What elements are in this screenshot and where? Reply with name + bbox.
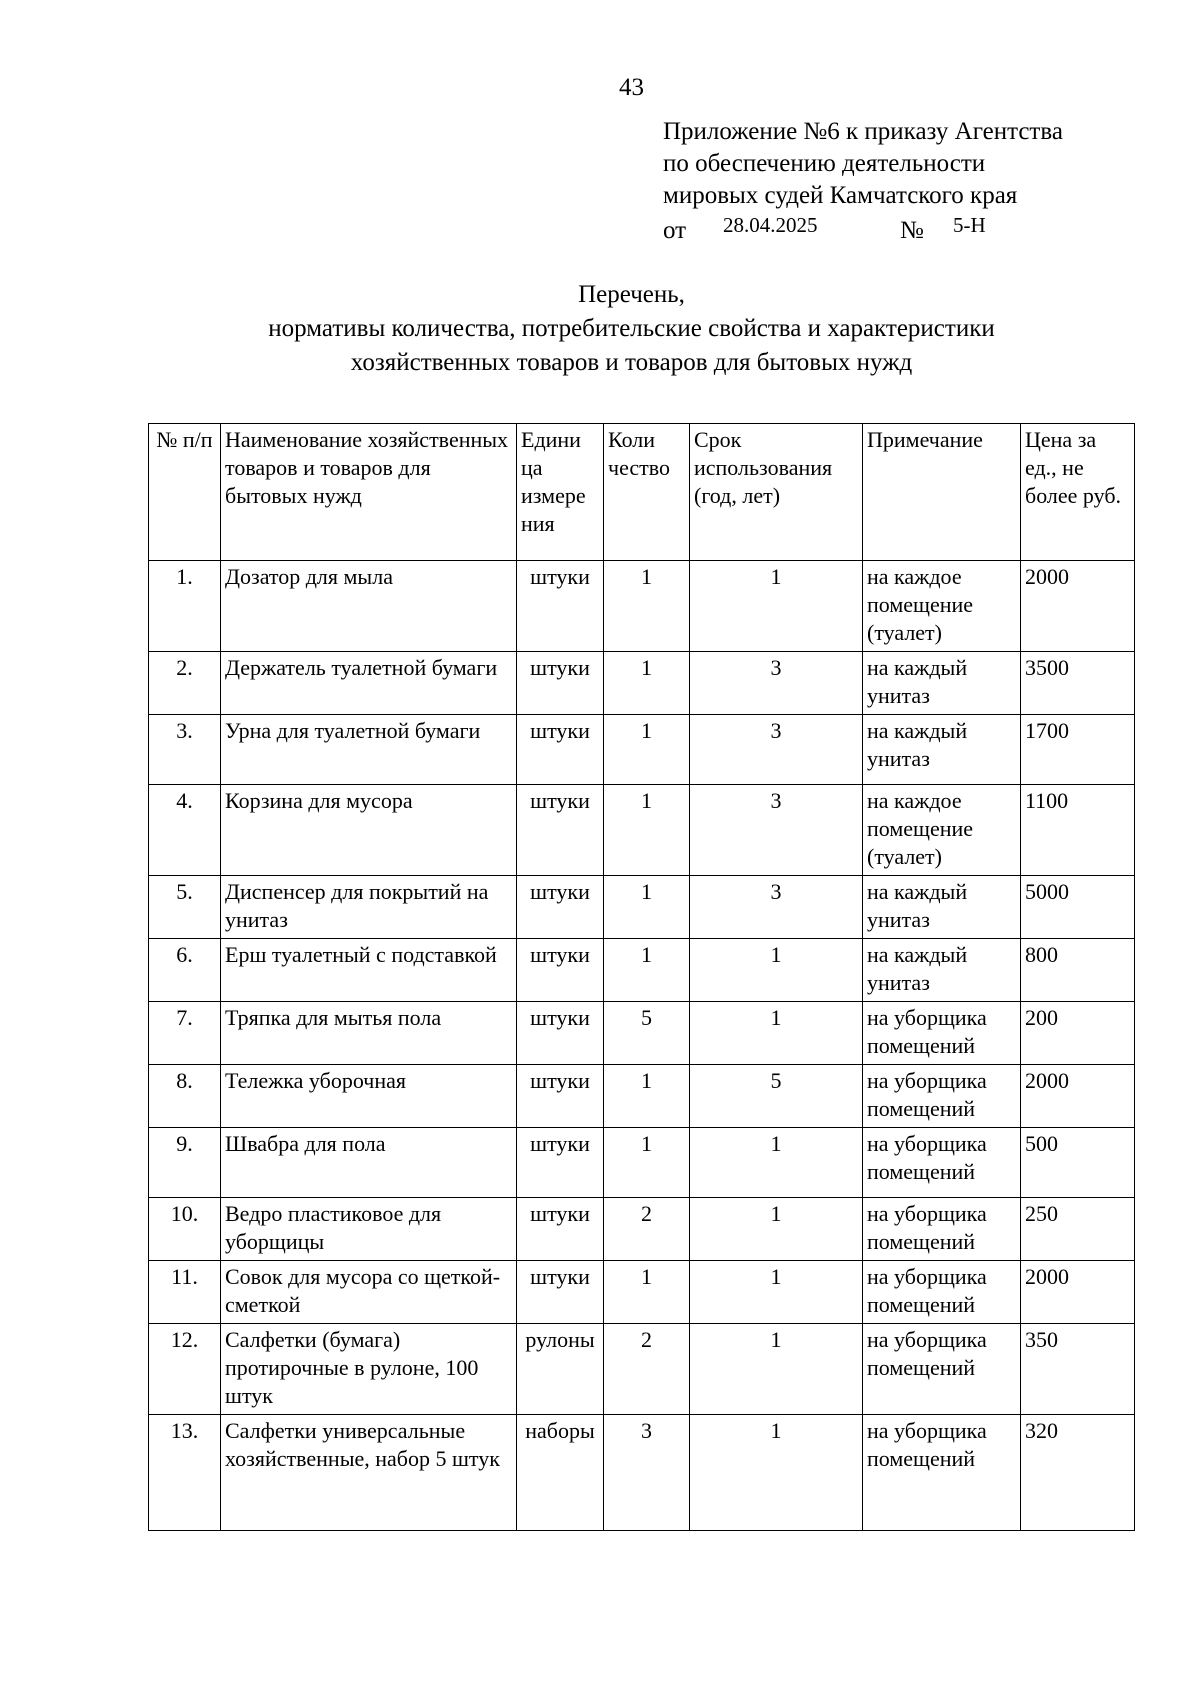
row-number: 5. [149, 876, 221, 939]
norms-table [148, 423, 1135, 1531]
number-label: № [900, 217, 924, 244]
term-cell: 3 [690, 785, 863, 876]
quantity-cell: 2 [604, 1198, 690, 1261]
table-row [149, 939, 1135, 1002]
table-row [149, 715, 1135, 785]
price-cell: 320 [1021, 1415, 1135, 1531]
term-cell: 3 [690, 876, 863, 939]
note-cell: на уборщика помещений [863, 1065, 1021, 1128]
term-cell: 1 [690, 1415, 863, 1531]
annex-line: Приложение №6 к приказу Агентства [663, 118, 1063, 145]
unit-cell: штуки [517, 876, 604, 939]
table-row [149, 1261, 1135, 1324]
order-number: 5-Н [953, 213, 986, 237]
table-row [149, 652, 1135, 715]
annex-header [663, 116, 1063, 212]
price-cell: 1100 [1021, 785, 1135, 876]
item-name: Тряпка для мытья пола [221, 1002, 517, 1065]
item-name: Корзина для мусора [221, 785, 517, 876]
quantity-cell: 1 [604, 652, 690, 715]
price-cell: 500 [1021, 1128, 1135, 1198]
table-row [149, 561, 1135, 652]
header-price: Цена за ед., не более руб. [1021, 424, 1135, 561]
title-line-1: Перечень, [578, 281, 685, 308]
quantity-cell: 1 [604, 1065, 690, 1128]
table-row [149, 876, 1135, 939]
table-header-row [149, 424, 1135, 561]
title-line-3: хозяйственных товаров и товаров для бытовых нужд [350, 349, 913, 376]
unit-cell: штуки [517, 1065, 604, 1128]
price-cell: 250 [1021, 1198, 1135, 1261]
annex-line: мировых судей Камчатского края [663, 182, 1018, 209]
note-cell: на каждый унитаз [863, 939, 1021, 1002]
table-row [149, 1198, 1135, 1261]
row-number: 11. [149, 1261, 221, 1324]
item-name: Дозатор для мыла [221, 561, 517, 652]
row-number: 6. [149, 939, 221, 1002]
note-cell: на уборщика помещений [863, 1198, 1021, 1261]
row-number: 12. [149, 1324, 221, 1415]
header-no: № п/п [149, 424, 221, 561]
term-cell: 3 [690, 715, 863, 785]
note-cell: на каждый унитаз [863, 715, 1021, 785]
item-name: Салфетки (бумага) протирочные в рулоне, 100 штук [221, 1324, 517, 1415]
unit-cell: рулоны [517, 1324, 604, 1415]
note-cell: на уборщика помещений [863, 1002, 1021, 1065]
note-cell: на каждое помещение (туалет) [863, 785, 1021, 876]
page-number: 43 [619, 74, 644, 101]
unit-cell: штуки [517, 785, 604, 876]
table-row [149, 1128, 1135, 1198]
quantity-cell: 1 [604, 1128, 690, 1198]
quantity-cell: 1 [604, 1261, 690, 1324]
item-name: Швабра для пола [221, 1128, 517, 1198]
unit-cell: штуки [517, 1128, 604, 1198]
unit-cell: штуки [517, 715, 604, 785]
quantity-cell: 1 [604, 715, 690, 785]
order-date: 28.04.2025 [723, 213, 818, 237]
quantity-cell: 1 [604, 939, 690, 1002]
unit-cell: штуки [517, 1002, 604, 1065]
row-number: 13. [149, 1415, 221, 1531]
item-name: Урна для туалетной бумаги [221, 715, 517, 785]
item-name: Держатель туалетной бумаги [221, 652, 517, 715]
unit-cell: штуки [517, 1261, 604, 1324]
document-title [0, 278, 1200, 380]
unit-cell: штуки [517, 561, 604, 652]
annex-signature-line [663, 213, 1063, 249]
table-row [149, 785, 1135, 876]
row-number: 10. [149, 1198, 221, 1261]
header-term: Срок использования (год, лет) [690, 424, 863, 561]
unit-cell: штуки [517, 939, 604, 1002]
row-number: 8. [149, 1065, 221, 1128]
term-cell: 1 [690, 1128, 863, 1198]
price-cell: 2000 [1021, 1065, 1135, 1128]
term-cell: 1 [690, 1324, 863, 1415]
annex-line: по обеспечению деятельности [663, 150, 986, 177]
unit-cell: штуки [517, 652, 604, 715]
item-name: Салфетки универсальные хозяйственные, набор 5 штук [221, 1415, 517, 1531]
item-name: Тележка уборочная [221, 1065, 517, 1128]
header-unit: Едини ца измере ния [517, 424, 604, 561]
table-row [149, 1065, 1135, 1128]
header-name: Наименование хозяйственных товаров и товаров для бытовых нужд [221, 424, 517, 561]
note-cell: на уборщика помещений [863, 1324, 1021, 1415]
price-cell: 350 [1021, 1324, 1135, 1415]
quantity-cell: 1 [604, 876, 690, 939]
row-number: 7. [149, 1002, 221, 1065]
table-row [149, 1415, 1135, 1531]
item-name: Диспенсер для покрытий на унитаз [221, 876, 517, 939]
term-cell: 1 [690, 939, 863, 1002]
quantity-cell: 3 [604, 1415, 690, 1531]
price-cell: 2000 [1021, 561, 1135, 652]
note-cell: на каждое помещение (туалет) [863, 561, 1021, 652]
price-cell: 800 [1021, 939, 1135, 1002]
quantity-cell: 1 [604, 561, 690, 652]
from-label: от [663, 217, 687, 244]
unit-cell: наборы [517, 1415, 604, 1531]
row-number: 1. [149, 561, 221, 652]
unit-cell: штуки [517, 1198, 604, 1261]
title-line-2: нормативы количества, потребительские свойства и характеристики [268, 315, 995, 342]
term-cell: 3 [690, 652, 863, 715]
row-number: 9. [149, 1128, 221, 1198]
note-cell: на уборщика помещений [863, 1128, 1021, 1198]
price-cell: 1700 [1021, 715, 1135, 785]
term-cell: 1 [690, 1261, 863, 1324]
row-number: 4. [149, 785, 221, 876]
term-cell: 1 [690, 1198, 863, 1261]
quantity-cell: 1 [604, 785, 690, 876]
header-qty: Коли чество [604, 424, 690, 561]
price-cell: 200 [1021, 1002, 1135, 1065]
note-cell: на уборщика помещений [863, 1261, 1021, 1324]
row-number: 2. [149, 652, 221, 715]
table-row [149, 1324, 1135, 1415]
note-cell: на уборщика помещений [863, 1415, 1021, 1531]
item-name: Совок для мусора со щеткой-сметкой [221, 1261, 517, 1324]
item-name: Ведро пластиковое для уборщицы [221, 1198, 517, 1261]
price-cell: 3500 [1021, 652, 1135, 715]
row-number: 3. [149, 715, 221, 785]
note-cell: на каждый унитаз [863, 652, 1021, 715]
table-row [149, 1002, 1135, 1065]
quantity-cell: 5 [604, 1002, 690, 1065]
quantity-cell: 2 [604, 1324, 690, 1415]
term-cell: 1 [690, 561, 863, 652]
price-cell: 2000 [1021, 1261, 1135, 1324]
note-cell: на каждый унитаз [863, 876, 1021, 939]
header-note: Примечание [863, 424, 1021, 561]
term-cell: 1 [690, 1002, 863, 1065]
item-name: Ерш туалетный с подставкой [221, 939, 517, 1002]
price-cell: 5000 [1021, 876, 1135, 939]
term-cell: 5 [690, 1065, 863, 1128]
